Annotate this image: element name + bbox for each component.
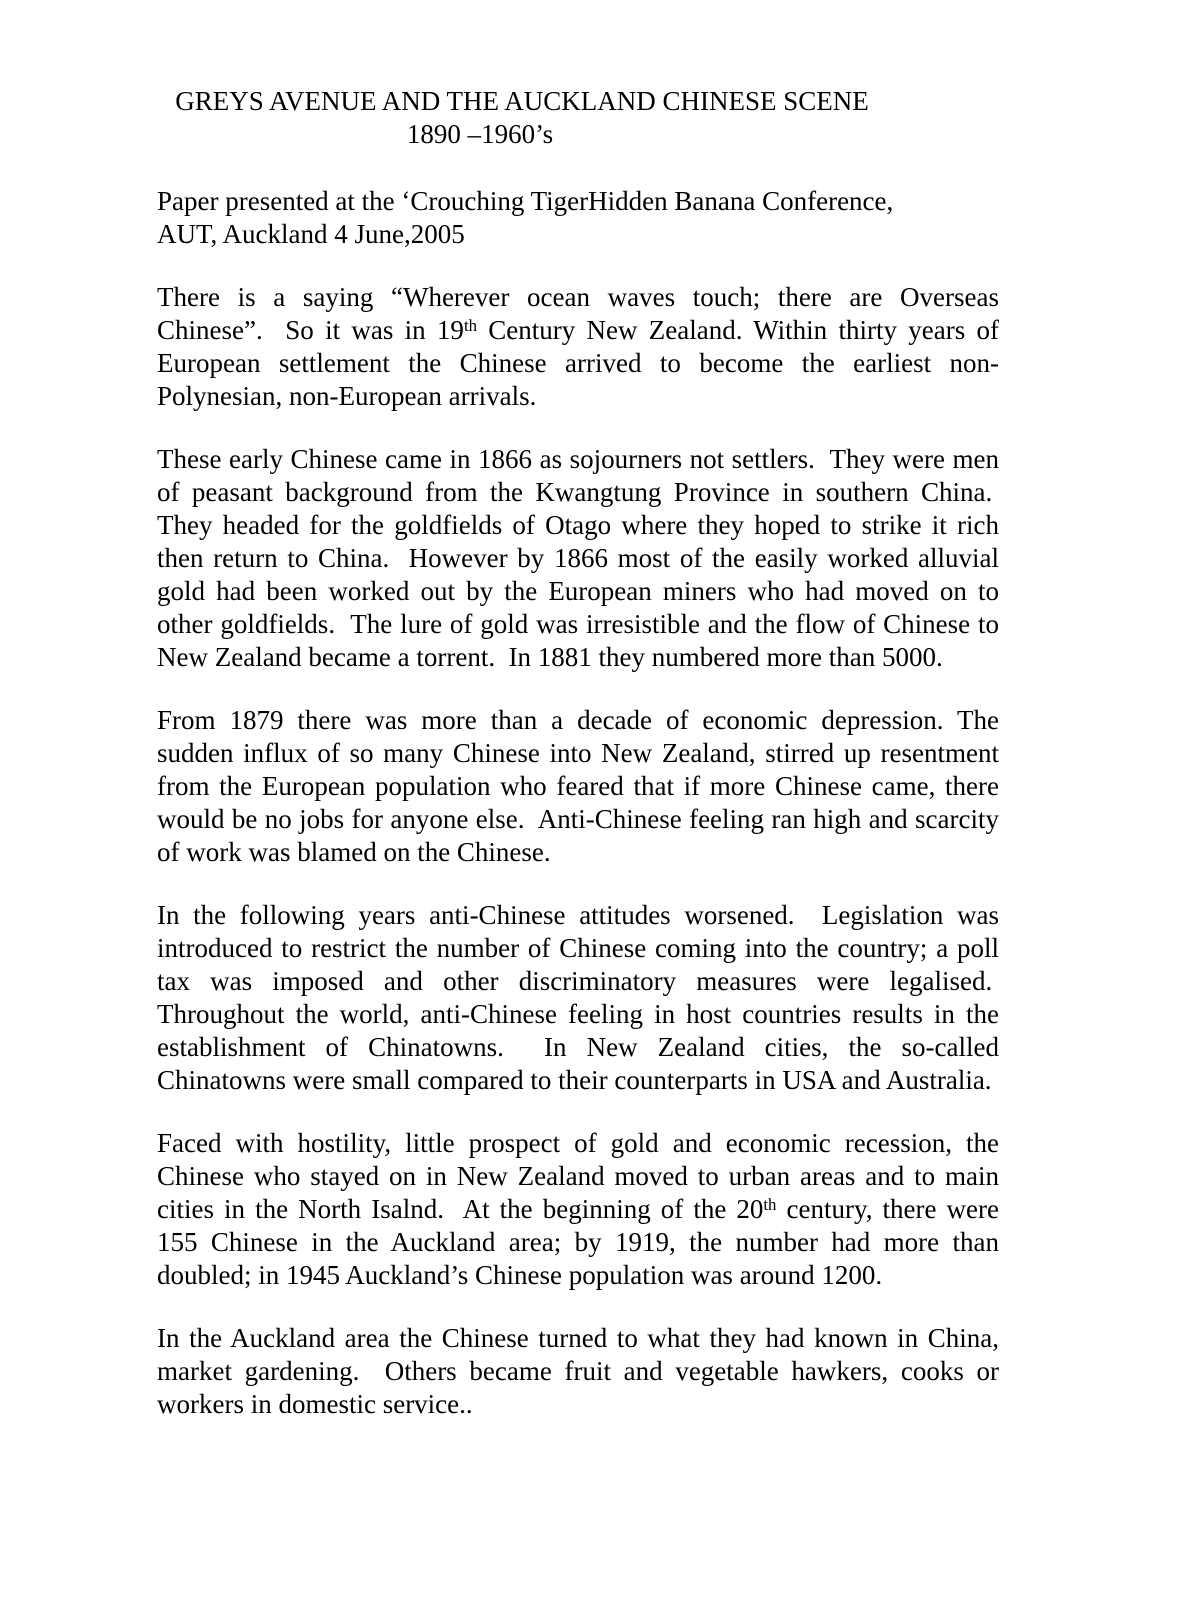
text-run: AUT, Auckland 4 June,2005 <box>157 219 465 249</box>
text-run: century, there were 155 Chinese in the Auckland area; by 1919, the number had more than doubled; in 1945 Auckland’s Chinese population was around 1200. <box>157 1194 999 1290</box>
text-run: Faced with hostility, little prospect of gold and economic recession, the Chinese who stayed on in New Zealand moved to urban areas and to main cities in the North Isalnd. At the beginning of the 20 <box>157 1128 999 1224</box>
paragraph <box>157 443 999 674</box>
paragraph <box>157 185 999 251</box>
text-run: Century New Zealand. Within thirty years of European settlement the Chinese arrived to become the earliest non-Polynesian, non-European arrivals. <box>157 315 999 411</box>
text-run: These early Chinese came in 1866 as sojourners not settlers. They were men of peasant background from the Kwangtung Province in southern China. They headed for the goldfields of Otago where they hoped to strike it rich then return to China. However by 1866 most of the easily worked alluvial gold had been worked out by the European miners who had moved on to other goldfields. The lure of gold was irresistible and the flow of Chinese to New Zealand became a torrent. In 1881 they numbered more than 5000. <box>157 444 999 672</box>
superscript: th <box>463 316 477 336</box>
document-title: GREYS AVENUE AND THE AUCKLAND CHINESE SCENE <box>175 86 869 116</box>
paragraph <box>157 281 999 413</box>
document-body <box>157 185 999 1421</box>
paragraph <box>157 899 999 1097</box>
paragraph <box>157 1322 999 1421</box>
document-header <box>157 85 999 151</box>
text-run: There is a saying “Wherever ocean waves touch; there are Overseas Chinese”. So it was in 19 <box>157 282 999 345</box>
text-run: In the Auckland area the Chinese turned to what they had known in China, market gardening. Others became fruit and vegetable hawkers, cooks or workers in domestic service.. <box>157 1323 999 1419</box>
text-run: Paper presented at the ‘Crouching TigerHidden Banana Conference, <box>157 186 894 216</box>
paragraph <box>157 1127 999 1292</box>
document-subtitle: 1890 –1960’s <box>406 119 554 149</box>
text-run: In the following years anti-Chinese attitudes worsened. Legislation was introduced to restrict the number of Chinese coming into the country; a poll tax was imposed and other discriminatory measures were legalised. Throughout the world, anti-Chinese feeling in host countries results in the establishment of Chinatowns. In New Zealand cities, the so-called Chinatowns were small compared to their counterparts in USA and Australia. <box>157 900 999 1095</box>
text-run: From 1879 there was more than a decade of economic depression. The sudden influx of so many Chinese into New Zealand, stirred up resentment from the European population who feared that if more Chinese came, there would be no jobs for anyone else. Anti-Chinese feeling ran high and scarcity of work was blamed on the Chinese. <box>157 705 999 867</box>
paragraph <box>157 704 999 869</box>
superscript: th <box>763 1195 777 1215</box>
